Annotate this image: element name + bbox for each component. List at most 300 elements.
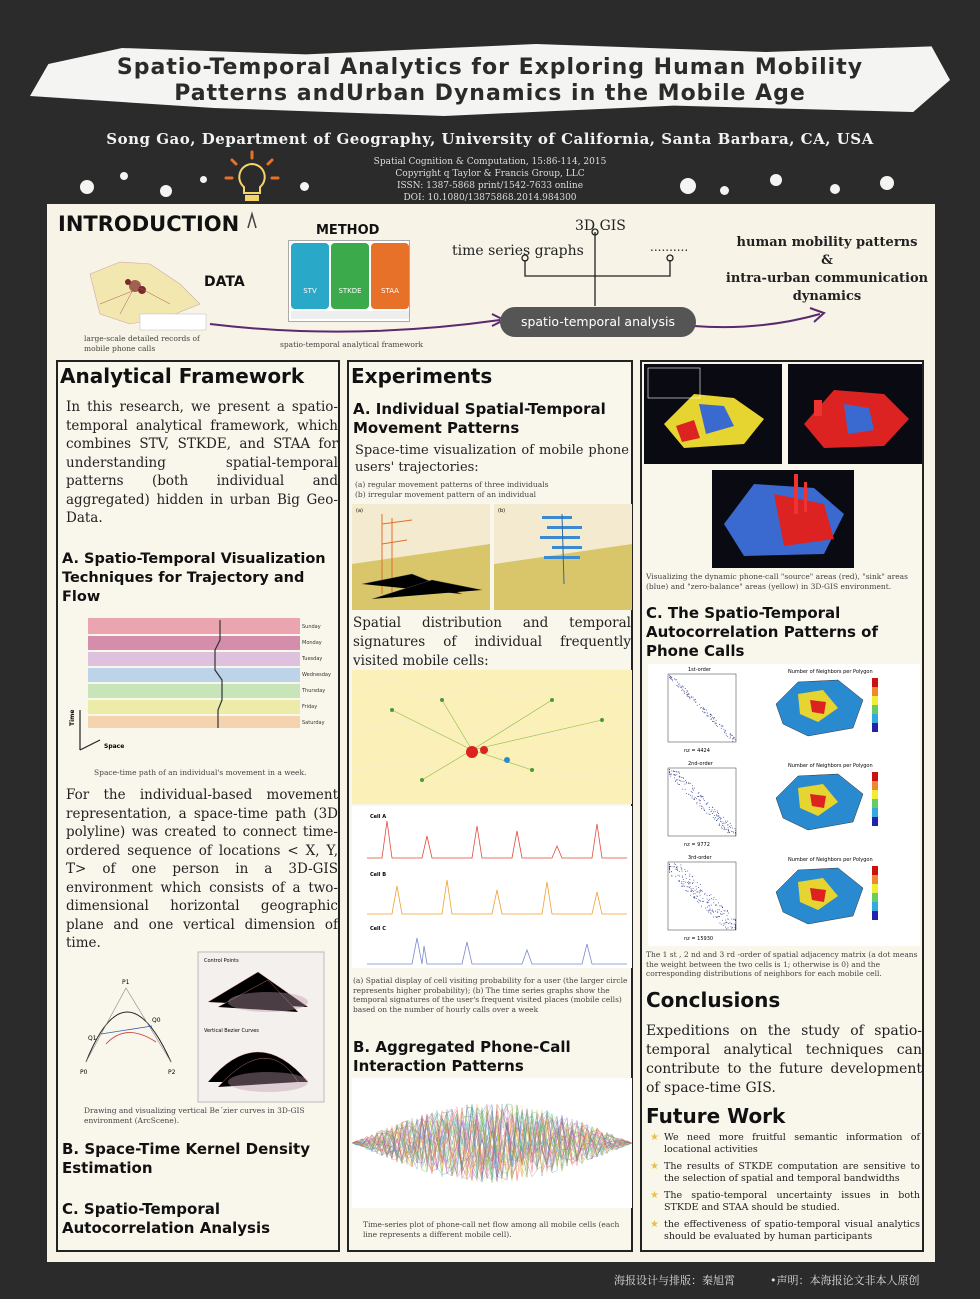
matrix-dot	[689, 783, 690, 784]
matrix-dot	[710, 716, 711, 717]
matrix-dot	[712, 911, 713, 912]
matrix-dot	[712, 807, 713, 808]
matrix-dot	[683, 883, 684, 884]
caption-regular: (a) regular movement patterns of three individuals	[355, 480, 549, 489]
matrix-dot	[692, 785, 693, 786]
matrix-dot	[676, 869, 677, 870]
neighbor-map-title: Number of Neighbors per Polygon	[788, 669, 873, 675]
matrix-dot	[707, 713, 708, 714]
matrix-dot	[711, 714, 712, 715]
matrix-dot	[693, 697, 694, 698]
matrix-dot	[674, 679, 675, 680]
matrix-dot	[669, 866, 670, 867]
decor-dot	[160, 185, 172, 197]
matrix-dot	[676, 867, 677, 868]
matrix-dot	[707, 902, 708, 903]
matrix-dot	[676, 771, 677, 772]
matrix-dot	[727, 825, 728, 826]
matrix-dot	[687, 690, 688, 691]
matrix-dot	[681, 867, 682, 868]
matrix-dot	[735, 835, 736, 836]
matrix-dot	[723, 826, 724, 827]
matrix-dot	[672, 680, 673, 681]
matrix-dot	[684, 886, 685, 887]
matrix-dot	[688, 794, 689, 795]
matrix-dot	[671, 866, 672, 867]
citation-journal: Spatial Cognition & Computation, 15:86-114, 2015	[373, 157, 607, 167]
matrix-dot	[676, 779, 677, 780]
matrix-dot	[696, 886, 697, 887]
matrix-dot	[669, 864, 670, 865]
matrix-dot	[697, 896, 698, 897]
point-p2-label: P2	[168, 1069, 176, 1076]
matrix-dot	[722, 725, 723, 726]
matrix-dot	[695, 797, 696, 798]
matrix-dot	[696, 798, 697, 799]
matrix-dot	[679, 773, 680, 774]
matrix-dot	[713, 917, 714, 918]
matrix-dot	[703, 808, 704, 809]
matrix-dot	[729, 826, 730, 827]
decor-dot	[830, 184, 840, 194]
matrix-dot	[675, 876, 676, 877]
matrix-dot	[725, 920, 726, 921]
matrix-dot	[700, 901, 701, 902]
matrix-dot	[677, 783, 678, 784]
matrix-dot	[675, 864, 676, 865]
matrix-dot	[732, 927, 733, 928]
matrix-dot	[725, 911, 726, 912]
matrix-dot	[716, 905, 717, 906]
matrix-dot	[691, 791, 692, 792]
matrix-dot	[682, 876, 683, 877]
matrix-dot	[717, 909, 718, 910]
matrix-dot	[693, 891, 694, 892]
matrix-dot	[693, 897, 694, 898]
matrix-dot	[701, 797, 702, 798]
matrix-dot	[707, 895, 708, 896]
node-ellipsis: ..........	[650, 240, 689, 254]
matrix-dot	[706, 715, 707, 716]
matrix-dot	[689, 887, 690, 888]
matrix-dot	[712, 810, 713, 811]
experiments-a-text: Space-time visualization of mobile phone users' trajectories:	[355, 443, 629, 475]
matrix-dot	[694, 898, 695, 899]
day-wednesday: Wednesday	[302, 672, 331, 678]
citation-copyright: Copyright q Taylor & Francis Group, LLC	[395, 169, 585, 179]
matrix-dot	[726, 829, 727, 830]
matrix-dot	[715, 723, 716, 724]
matrix-dot	[731, 926, 732, 927]
neighbor-map-title: Number of Neighbors per Polygon	[788, 763, 873, 769]
matrix-dot	[709, 899, 710, 900]
matrix-dot	[696, 702, 697, 703]
matrix-dot	[684, 881, 685, 882]
matrix-dot	[718, 813, 719, 814]
matrix-dot	[681, 886, 682, 887]
day-monday: Monday	[302, 640, 322, 646]
matrix-dot	[723, 823, 724, 824]
matrix-dot	[686, 692, 687, 693]
framework-section-a: A. Spatio-Temporal Visualization Techniques for Trajectory and Flow	[62, 551, 326, 605]
matrix-dot	[697, 896, 698, 897]
matrix-dot	[676, 679, 677, 680]
matrix-dot	[673, 866, 674, 867]
stkde-label: STKDE	[338, 287, 362, 295]
matrix-dot	[701, 890, 702, 891]
matrix-dot	[701, 906, 702, 907]
matrix-dot	[678, 684, 679, 685]
matrix-dot	[716, 916, 717, 917]
matrix-dot	[719, 724, 720, 725]
matrix-dot	[725, 924, 726, 925]
matrix-dot	[678, 687, 679, 688]
matrix-dot	[683, 687, 684, 688]
matrix-dot	[709, 910, 710, 911]
matrix-dot	[710, 714, 711, 715]
result-communication: intra-urban communication dynamics	[725, 271, 929, 304]
matrix-dot	[697, 796, 698, 797]
matrix-dot	[730, 738, 731, 739]
framework-para-2: For the individual-based movement representation, a space-time path (3D polyline) was created to connect time-ordered sequence of locations < X, Y, T> of one person in a 3D-GIS environment which consists of a two-dimensional horizontal geographic plane and one vertical dimension of time.	[66, 787, 338, 951]
matrix-dot	[719, 817, 720, 818]
matrix-dot	[684, 693, 685, 694]
matrix-dot	[727, 919, 728, 920]
matrix-dot	[697, 804, 698, 805]
matrix-dot	[716, 814, 717, 815]
framework-section-c: C. Spatio-Temporal Autocorrelation Analysis	[62, 1200, 271, 1237]
matrix-dot	[679, 880, 680, 881]
decor-dot	[770, 174, 782, 186]
colorbar-segment	[872, 705, 878, 714]
matrix-dot	[687, 871, 688, 872]
matrix-dot	[689, 879, 690, 880]
staa-label: STAA	[381, 287, 399, 295]
matrix-dot	[720, 913, 721, 914]
matrix-dot	[694, 700, 695, 701]
matrix-dot	[669, 772, 670, 773]
matrix-dot	[670, 677, 671, 678]
matrix-dot	[718, 816, 719, 817]
matrix-dot	[720, 818, 721, 819]
matrix-dot	[731, 735, 732, 736]
matrix-dot	[671, 774, 672, 775]
matrix-dot	[730, 737, 731, 738]
matrix-dot	[687, 886, 688, 887]
matrix-dot	[688, 881, 689, 882]
method-label: METHOD	[316, 223, 380, 238]
matrix-dot	[690, 783, 691, 784]
matrix-dot	[675, 781, 676, 782]
lightbulb-icon	[222, 150, 282, 206]
matrix-dot	[703, 708, 704, 709]
matrix-dot	[692, 890, 693, 891]
matrix-dot	[699, 792, 700, 793]
matrix-dot	[692, 788, 693, 789]
matrix-dot	[697, 901, 698, 902]
conclusions-heading: Conclusions	[646, 988, 781, 1012]
matrix-dot	[719, 825, 720, 826]
matrix-dot	[704, 712, 705, 713]
matrix-dot	[682, 871, 683, 872]
matrix-dot	[678, 784, 679, 785]
matrix-dot	[703, 796, 704, 797]
matrix-dot	[693, 799, 694, 800]
day-thursday: Thursday	[302, 688, 326, 694]
matrix-dot	[722, 914, 723, 915]
matrix-dot	[709, 809, 710, 810]
matrix-dot	[722, 920, 723, 921]
matrix-dot	[671, 871, 672, 872]
matrix-dot	[703, 898, 704, 899]
matrix-dot	[701, 796, 702, 797]
future-item: ★ The spatio-temporal uncertainty issues in both STKDE and STAA should be studied.	[650, 1190, 920, 1214]
matrix-dot	[728, 923, 729, 924]
matrix-dot	[735, 923, 736, 924]
matrix-dot	[679, 876, 680, 877]
matrix-dot	[693, 888, 694, 889]
matrix-dot	[683, 777, 684, 778]
title-line-1: Spatio-Temporal Analytics for Exploring Human Mobility	[116, 55, 864, 80]
matrix-dot	[679, 776, 680, 777]
matrix-dot	[735, 830, 736, 831]
matrix-dot	[717, 912, 718, 913]
matrix-dot	[710, 913, 711, 914]
point-q1-label: Q1	[88, 1035, 97, 1042]
matrix-dot	[728, 928, 729, 929]
matrix-dot	[676, 867, 677, 868]
matrix-dot	[690, 883, 691, 884]
matrix-dot	[725, 829, 726, 830]
decor-dot	[200, 176, 207, 183]
matrix-dot	[722, 828, 723, 829]
matrix-dot	[672, 679, 673, 680]
matrix-dot	[727, 910, 728, 911]
matrix-dot	[669, 675, 670, 676]
experiments-section-a: A. Individual Spatial-Temporal Movement Patterns	[353, 400, 606, 437]
matrix-dot	[697, 892, 698, 893]
cell-b-label: Cell B	[370, 872, 387, 878]
matrix-dot	[682, 689, 683, 690]
matrix-dot	[735, 928, 736, 929]
matrix-dot	[697, 882, 698, 883]
matrix-dot	[719, 906, 720, 907]
matrix-dot	[722, 726, 723, 727]
matrix-dot	[728, 827, 729, 828]
matrix-dot	[700, 890, 701, 891]
matrix-dot	[707, 907, 708, 908]
matrix-dot	[700, 890, 701, 891]
matrix-dot	[716, 917, 717, 918]
matrix-dot	[675, 774, 676, 775]
matrix-dot	[729, 832, 730, 833]
analysis-pill: spatio-temporal analysis	[500, 307, 696, 337]
matrix-dot	[703, 799, 704, 800]
matrix-title: 1st-order	[688, 667, 711, 673]
matrix-dot	[673, 771, 674, 772]
colorbar-segment	[872, 723, 878, 732]
net-flow-time-series	[352, 1078, 632, 1208]
experiments-section-b: B. Aggregated Phone-Call Interaction Patterns	[353, 1038, 571, 1075]
bezier-scene-screenshot	[198, 952, 324, 1102]
colorbar-segment	[872, 790, 878, 799]
matrix-dot	[691, 697, 692, 698]
matrix-dot	[708, 910, 709, 911]
matrix-nz: nz = 4424	[684, 748, 710, 754]
neighbor-map-region	[810, 888, 826, 902]
matrix-dot	[709, 807, 710, 808]
matrix-dot	[702, 711, 703, 712]
matrix-dot	[735, 926, 736, 927]
matrix-dot	[692, 883, 693, 884]
matrix-dot	[670, 676, 671, 677]
matrix-dot	[686, 793, 687, 794]
matrix-dot	[699, 892, 700, 893]
matrix-dot	[735, 739, 736, 740]
matrix-dot	[720, 819, 721, 820]
matrix-dot	[725, 823, 726, 824]
matrix-dot	[718, 903, 719, 904]
matrix-dot	[702, 891, 703, 892]
matrix-dot	[686, 783, 687, 784]
matrix-dot	[721, 728, 722, 729]
footer-disclaimer: •声明：本海报论文非本人原创	[770, 1274, 920, 1287]
matrix-dot	[683, 879, 684, 880]
matrix-dot	[712, 717, 713, 718]
neighbor-map-title: Number of Neighbors per Polygon	[788, 857, 873, 863]
matrix-dot	[735, 927, 736, 928]
matrix-dot	[711, 719, 712, 720]
matrix-dot	[732, 741, 733, 742]
matrix-dot	[717, 726, 718, 727]
matrix-dot	[698, 887, 699, 888]
matrix-dot	[713, 812, 714, 813]
matrix-dot	[700, 891, 701, 892]
colorbar-segment	[872, 799, 878, 808]
matrix-dot	[735, 920, 736, 921]
matrix-dot	[685, 688, 686, 689]
matrix-dot	[717, 811, 718, 812]
intro-heading: INTRODUCTION	[58, 212, 240, 236]
matrix-dot	[711, 898, 712, 899]
spatial-distribution-text: Spatial distribution and temporal signatures of individual frequently visited mobile cells:	[353, 615, 631, 669]
matrix-dot	[693, 789, 694, 790]
matrix-dot	[731, 919, 732, 920]
day-tuesday: Tuesday	[302, 656, 323, 662]
matrix-nz: nz = 9772	[684, 842, 710, 848]
matrix-title: 2nd-order	[688, 761, 713, 767]
matrix-dot	[677, 867, 678, 868]
matrix-dot	[717, 816, 718, 817]
poster-title	[40, 55, 940, 107]
matrix-dot	[669, 771, 670, 772]
matrix-dot	[735, 833, 736, 834]
matrix-dot	[676, 771, 677, 772]
fig2-caption: Drawing and visualizing vertical Be´zier curves in 3D-GIS environment (ArcScene).	[84, 1106, 305, 1125]
matrix-dot	[693, 790, 694, 791]
fig-b-label: (b)	[498, 508, 506, 514]
matrix-dot	[730, 734, 731, 735]
citation-doi: DOI: 10.1080/13875868.2014.984300	[403, 193, 577, 203]
matrix-dot	[711, 905, 712, 906]
matrix-dot	[722, 907, 723, 908]
matrix-dot	[724, 729, 725, 730]
matrix-dot	[726, 822, 727, 823]
matrix-dot	[726, 928, 727, 929]
matrix-dot	[711, 894, 712, 895]
matrix-dot	[685, 874, 686, 875]
matrix-dot	[681, 687, 682, 688]
results-column	[640, 360, 924, 1252]
matrix-dot	[716, 820, 717, 821]
matrix-dot	[715, 905, 716, 906]
matrix-dot	[707, 899, 708, 900]
matrix-dot	[724, 913, 725, 914]
colorbar-segment	[872, 678, 878, 687]
matrix-dot	[682, 881, 683, 882]
matrix-dot	[679, 881, 680, 882]
data-label: DATA	[204, 274, 245, 290]
decor-dot	[80, 180, 94, 194]
matrix-dot	[703, 709, 704, 710]
matrix-dot	[722, 822, 723, 823]
matrix-dot	[717, 812, 718, 813]
matrix-dot	[691, 890, 692, 891]
point-p0-label: P0	[80, 1069, 88, 1076]
matrix-dot	[674, 771, 675, 772]
matrix-dot	[679, 772, 680, 773]
matrix-dot	[683, 691, 684, 692]
matrix-dot	[695, 890, 696, 891]
matrix-dot	[705, 712, 706, 713]
day-sunday: Sunday	[302, 624, 321, 630]
matrix-dot	[715, 811, 716, 812]
matrix-dot	[669, 871, 670, 872]
matrix-dot	[674, 774, 675, 775]
matrix-dot	[713, 721, 714, 722]
matrix-dot	[716, 899, 717, 900]
matrix-dot	[721, 911, 722, 912]
matrix-dot	[685, 780, 686, 781]
matrix-dot	[727, 832, 728, 833]
matrix-dot	[717, 911, 718, 912]
matrix-dot	[733, 739, 734, 740]
matrix-dot	[693, 880, 694, 881]
matrix-dot	[711, 811, 712, 812]
matrix-dot	[712, 910, 713, 911]
cells-caption: (a) Spatial display of cell visiting probability for a user (the larger circle represents higher probability); (b) The time series graphs show the temporal signatures of the user's frequent visited places (mobile cells) based on the number of hourly calls over a week	[353, 976, 628, 1014]
matrix-dot	[721, 726, 722, 727]
matrix-dot	[682, 886, 683, 887]
matrix-dot	[670, 776, 671, 777]
matrix-dot	[708, 716, 709, 717]
matrix-dot	[719, 824, 720, 825]
matrix-dot	[690, 698, 691, 699]
matrix-dot	[711, 913, 712, 914]
matrix-dot	[726, 735, 727, 736]
decor-dot	[680, 178, 696, 194]
matrix-dot	[706, 710, 707, 711]
stv-label: STV	[303, 287, 317, 295]
matrix-dot	[671, 677, 672, 678]
matrix-dot	[717, 917, 718, 918]
matrix-dot	[695, 893, 696, 894]
matrix-dot	[707, 902, 708, 903]
matrix-dot	[721, 924, 722, 925]
matrix-dot	[698, 793, 699, 794]
matrix-dot	[677, 686, 678, 687]
matrix-dot	[691, 891, 692, 892]
